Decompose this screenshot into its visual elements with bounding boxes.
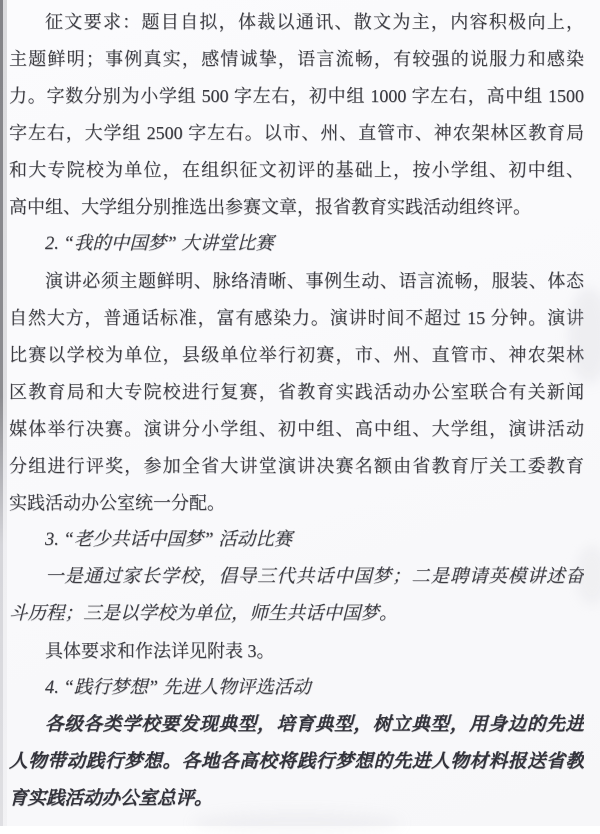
text-line: 一是通过家长学校，倡导三代共话中国梦；二是聘请英模讲述奋 xyxy=(45,567,584,587)
text-line: 区教育局和大专院校进行复赛，省教育实践活动办公室联合有关新闻 xyxy=(9,382,584,402)
text-line: 各级各类学校要发现典型，培育典型，树立典型，用身边的先进 xyxy=(45,715,584,735)
text-line: 育实践活动办公室总评。 xyxy=(9,789,213,809)
scan-edge-shadow xyxy=(0,0,3,826)
text-line: 自然大方，普通话标准，富有感染力。演讲时间不超过 15 分钟。演讲 xyxy=(9,308,584,328)
text-line: 斗历程；三是以学校为单位，师生共话中国梦。 xyxy=(9,604,398,624)
text-line: 高中组、大学组分别推选出参赛文章，报省教育实践活动组终评。 xyxy=(9,197,531,217)
text-block xyxy=(9,4,584,818)
text-line: 实践活动办公室统一分配。 xyxy=(9,493,225,513)
text-line: 人物带动践行梦想。各地各高校将践行梦想的先进人物材料报送省教 xyxy=(9,752,584,772)
scan-edge-shadow2 xyxy=(3,0,7,826)
text-line: 征文要求：题目自拟，体裁以通讯、散文为主，内容积极向上， xyxy=(45,12,584,32)
text-line: 演讲必须主题鲜明、脉络清晰、事例生动、语言流畅，服装、体态 xyxy=(45,271,584,291)
section-4-heading: 4. “践行梦想” 先进人物评选活动 xyxy=(45,678,311,698)
text-line: 媒体举行决赛。演讲分小学组、初中组、高中组、大学组，演讲活动 xyxy=(9,419,584,439)
text-line: 字左右，大学组 2500 字左右。以市、州、直管市、神农架林区教育局 xyxy=(9,123,584,143)
text-line: 和大专院校为单位，在组织征文初评的基础上，按小学组、初中组、 xyxy=(9,160,584,180)
text-line: 分组进行评奖，参加全省大讲堂演讲决赛名额由省教育厅关工委教育 xyxy=(9,456,584,476)
text-line: 比赛以学校为单位，县级单位举行初赛，市、州、直管市、神农架林 xyxy=(9,345,584,365)
section-2-heading: 2. “我的中国梦” 大讲堂比赛 xyxy=(45,234,274,254)
text-line: 具体要求和作法详见附表 3。 xyxy=(45,641,275,661)
text-line: 主题鲜明；事例真实，感情诚挚，语言流畅，有较强的说服力和感染 xyxy=(9,49,584,69)
section-3-heading: 3. “老少共话中国梦” 活动比赛 xyxy=(45,530,293,550)
text-line: 力。字数分别为小学组 500 字左右，初中组 1000 字左右，高中组 1500 xyxy=(9,86,584,106)
